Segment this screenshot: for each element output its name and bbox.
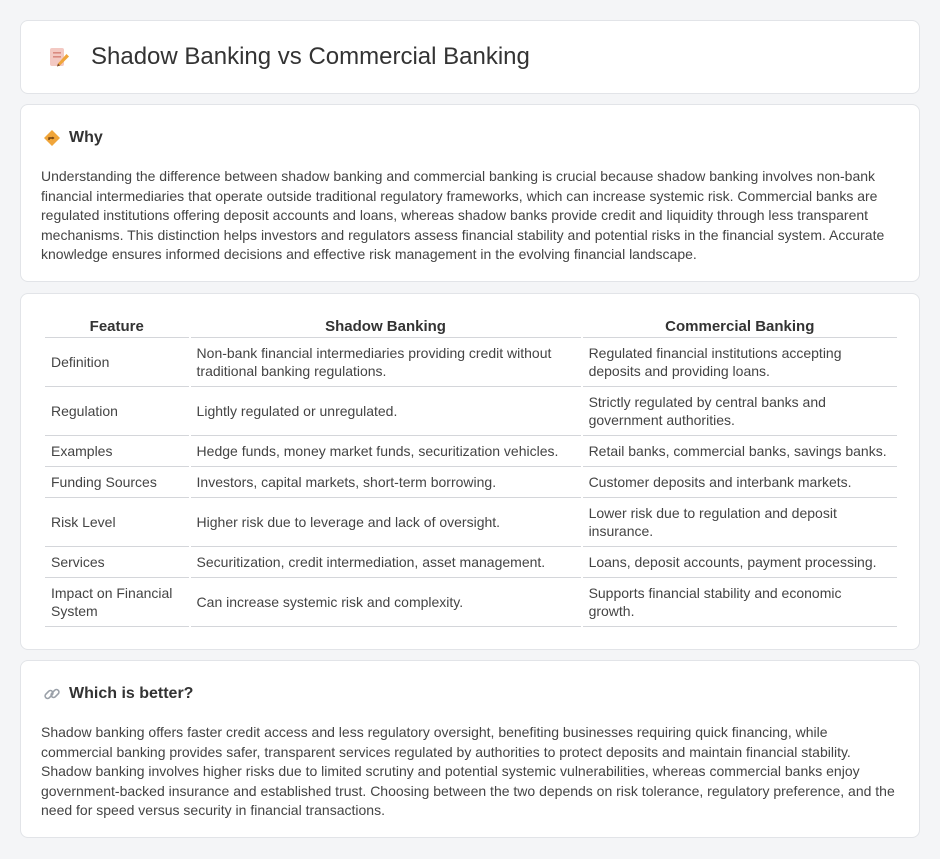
comparison-table-card bbox=[20, 293, 920, 650]
table-row bbox=[45, 547, 897, 578]
diamond-signal-icon bbox=[43, 129, 61, 147]
why-heading: Why bbox=[69, 129, 103, 146]
feature-cell: Services bbox=[45, 547, 189, 578]
commercial-banking-cell: Regulated financial institutions accepting deposits and providing loans. bbox=[583, 338, 897, 387]
link-icon bbox=[43, 685, 61, 703]
commercial-banking-cell: Lower risk due to regulation and deposit insurance. bbox=[583, 498, 897, 547]
title-card bbox=[20, 20, 920, 94]
commercial-banking-cell: Retail banks, commercial banks, savings banks. bbox=[583, 436, 897, 467]
commercial-banking-cell: Strictly regulated by central banks and government authorities. bbox=[583, 387, 897, 436]
shadow-banking-cell: Non-bank financial intermediaries providing credit without traditional banking regulations. bbox=[191, 338, 581, 387]
commercial-banking-cell: Customer deposits and interbank markets. bbox=[583, 467, 897, 498]
shadow-banking-cell: Securitization, credit intermediation, asset management. bbox=[191, 547, 581, 578]
comparison-table bbox=[43, 316, 899, 627]
feature-cell: Impact on Financial System bbox=[45, 578, 189, 627]
feature-cell: Funding Sources bbox=[45, 467, 189, 498]
commercial-banking-cell: Loans, deposit accounts, payment processing. bbox=[583, 547, 897, 578]
shadow-banking-cell: Can increase systemic risk and complexity. bbox=[191, 578, 581, 627]
which-is-better-section bbox=[20, 660, 920, 838]
commercial-banking-cell: Supports financial stability and economic growth. bbox=[583, 578, 897, 627]
feature-cell: Examples bbox=[45, 436, 189, 467]
table-row bbox=[45, 467, 897, 498]
table-row bbox=[45, 338, 897, 387]
table-row bbox=[45, 436, 897, 467]
shadow-banking-cell: Higher risk due to leverage and lack of oversight. bbox=[191, 498, 581, 547]
shadow-banking-cell: Hedge funds, money market funds, securitization vehicles. bbox=[191, 436, 581, 467]
table-row bbox=[45, 498, 897, 547]
page-title: Shadow Banking vs Commercial Banking bbox=[91, 43, 530, 70]
document-pencil-icon bbox=[47, 45, 71, 69]
table-header-row bbox=[45, 316, 897, 338]
which-is-better-heading: Which is better? bbox=[69, 685, 194, 702]
why-section bbox=[20, 104, 920, 282]
feature-cell: Definition bbox=[45, 338, 189, 387]
why-text: Understanding the difference between shadow banking and commercial banking is crucial because shadow banking involves non-bank financial intermediaries that operate outside traditional regulatory frameworks, which can increase systemic risk. Commercial banks are regulated institutions offering deposit accounts and loans, whereas shadow banks provide credit and liquidity through less transparent mechanisms. This distinction helps investors and regulators assess financial stability and potential risks in the financial system. Accurate knowledge ensures informed decisions and effective risk management in the evolving financial landscape. bbox=[41, 168, 885, 263]
column-header-feature: Feature bbox=[45, 316, 189, 338]
table-row bbox=[45, 578, 897, 627]
feature-cell: Regulation bbox=[45, 387, 189, 436]
column-header-shadow-banking: Shadow Banking bbox=[191, 316, 581, 338]
feature-cell: Risk Level bbox=[45, 498, 189, 547]
column-header-commercial-banking: Commercial Banking bbox=[583, 316, 897, 338]
shadow-banking-cell: Investors, capital markets, short-term borrowing. bbox=[191, 467, 581, 498]
table-row bbox=[45, 387, 897, 436]
shadow-banking-cell: Lightly regulated or unregulated. bbox=[191, 387, 581, 436]
which-is-better-text: Shadow banking offers faster credit access and less regulatory oversight, benefiting businesses requiring quick financing, while commercial banking provides safer, transparent services regulated by authorities to protect deposits and maintain financial stability. Shadow banking involves higher risks due to limited scrutiny and potential systemic vulnerabilities, whereas commercial banks enjoy government-backed insurance and established trust. Choosing between the two depends on risk tolerance, regulatory preference, and the need for speed versus security in financial transactions. bbox=[41, 724, 895, 819]
